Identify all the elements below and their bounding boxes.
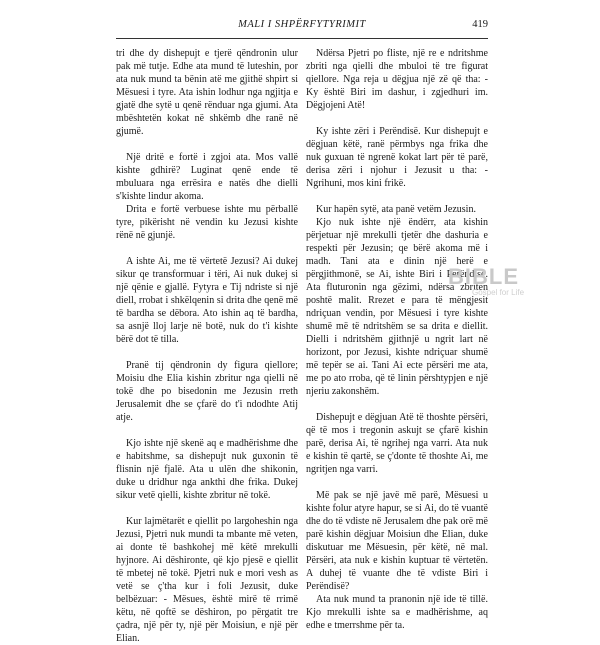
- watermark-text: BIBLE: [448, 264, 519, 289]
- paragraph: Pranë tij qëndronin dy figura qiellore; Moisiu dhe Elia kishin zbritur nga qielli në tokë dhe po bisedonin me Jezusin rreth Jerusalemit dhe se çfarë do t'i ndodhte Atij atje.: [116, 360, 298, 423]
- watermark-subtext: Gospel for Life: [472, 288, 525, 297]
- paragraph: Dishepujt e dëgjuan Atë të thoshte përsëri, që të mos i tregonin askujt se çfarë kishin parë, derisa Ai, të ngrihej nga varri. Ata nuk e kishin të qartë, se ç'donte të thoshte Ai, me ngritjen nga varri.: [306, 412, 488, 475]
- running-header: [116, 16, 488, 39]
- paragraph: Ky ishte zëri i Perëndisë. Kur dishepujt e dëgjuan këtë, ranë përmbys nga frika dhe nuk guxuan të ngrenë kokat lart për të parë, derisa zëri i njohur i Jezusit u tha: - Ngrihuni, mos kini frikë.: [306, 126, 488, 189]
- paragraph: Ndërsa Pjetri po fliste, një re e ndritshme zbriti nga qielli dhe mbuloi të tre figurat qiellore. Nga reja u dëgjua një zë që tha: - Ky është Biri im dashur, i zgjedhuri im. Dëgjojeni Atë!: [306, 48, 488, 111]
- paragraph: Drita e fortë verbuese ishte mu përballë tyre, pikërisht në vendin ku Jezusi kishte rënë në gjunjë.: [116, 204, 298, 241]
- paragraph: tri dhe dy dishepujt e tjerë qëndronin ulur pak më tutje. Edhe ata mund të luteshin, por ata nuk mund ta bënin atë me gjithë shpirt si Mësuesi i tyre. Ata ishin lodhur nga ngjitja e gjatë dhe sytë u qenë rënduar nga gjumi. Ata mbështetën kokat në shkëmb dhe ranë në gjumë.: [116, 48, 298, 137]
- paragraph: Kjo nuk ishte një ëndërr, ata kishin përjetuar një mrekulli tjetër dhe dashuria e respekti për Jezusin; qe bërë akoma më i madh. Tani ata e dinin një herë e përgjithmonë, se Ai, ishte Biri i Perëndisë. Ata fluturonin nga gëzimi, ndërsa zbritën poshtë malit. Rrezet e para të mëngjesit ndriçuan vendin, por Mësuesi i tyre kishte shumë më të ndritshëm se sa drita e diellit. Dielli i ndritshëm gjithnjë u ngrit lart në horizont, por Jezusi, kishte ndriçuar shumë më tepër se ai. Tani Ai ecte përsëri me ata, me po ato rroba, që të linin përshtypjen e një njeriu zakonshëm.: [306, 217, 488, 397]
- paragraph: Kjo ishte një skenë aq e madhërishme dhe e habitshme, sa dishepujt nuk guxonin të flisnin një fjalë. Ata u ulën dhe shikonin, duke u dridhur nga ankthi dhe frika. Dukej sikur vetë qielli, kishte zbritur në tokë.: [116, 438, 298, 501]
- paragraph: Kur hapën sytë, ata panë vetëm Jezusin.: [316, 204, 476, 215]
- page-number: 419: [472, 19, 488, 30]
- paragraph: Një dritë e fortë i zgjoi ata. Mos vallë kishte gdhirë? Luginat qenë ende të mbuluara nga errësira e natës dhe dielli s'kishte lindur akoma.: [116, 152, 298, 202]
- paragraph: A ishte Ai, me të vërtetë Jezusi? Ai dukej sikur qe transformuar i tëri, Ai nuk dukej si një qënie e gjallë. Fytyra e Tij ndriste si një diell, rrobat i shkëlqenin si drita dhe qenë më të bardha se dëbora. Ato ishin aq të bardha, sa asnjë lloj larje në botë, nuk do t'i kishte bërë dot të tilla.: [116, 256, 298, 345]
- paragraph: Ata nuk mund ta pranonin një ide të tillë. Kjo mrekulli ishte sa e madhërishme, aq edhe e tmerrshme për ta.: [306, 594, 488, 631]
- right-text-column: [306, 47, 488, 632]
- chapter-title: MALI I SHPËRFYTYRIMIT: [238, 19, 366, 30]
- paragraph: Më pak se një javë më parë, Mësuesi u kishte folur atyre hapur, se si Ai, do të vuantë dhe do të vdiste në Jerusalem dhe pak orë më parë kishin dëgjuar Moisiun dhe Elian, duke diskutuar me Mësuesin, për këtë, në mal. Përsëri, ata nuk e kishin kuptuar të vërtetën. A duhej të vuante dhe të vdiste Biri i Perëndisë?: [306, 490, 488, 592]
- paragraph: Kur lajmëtarët e qiellit po largoheshin nga Jezusi, Pjetri nuk mundi ta mbante më veten, ai donte të bashkohej më këtë mrekulli hyjnore. Ai dëshironte, që kjo pjesë e qiellit të mbetej në tokë. Pjetri nuk e mori vesh as vetë se ç'tha kur i foli Jezusit, duke belbëzuar: - Mësues, është mirë të rrimë këtu, në qoftë se dëshiron, po përgatit tre çadra, një për ty, një për Moisiun, e një për Elian.: [116, 516, 298, 644]
- left-text-column: [116, 47, 298, 645]
